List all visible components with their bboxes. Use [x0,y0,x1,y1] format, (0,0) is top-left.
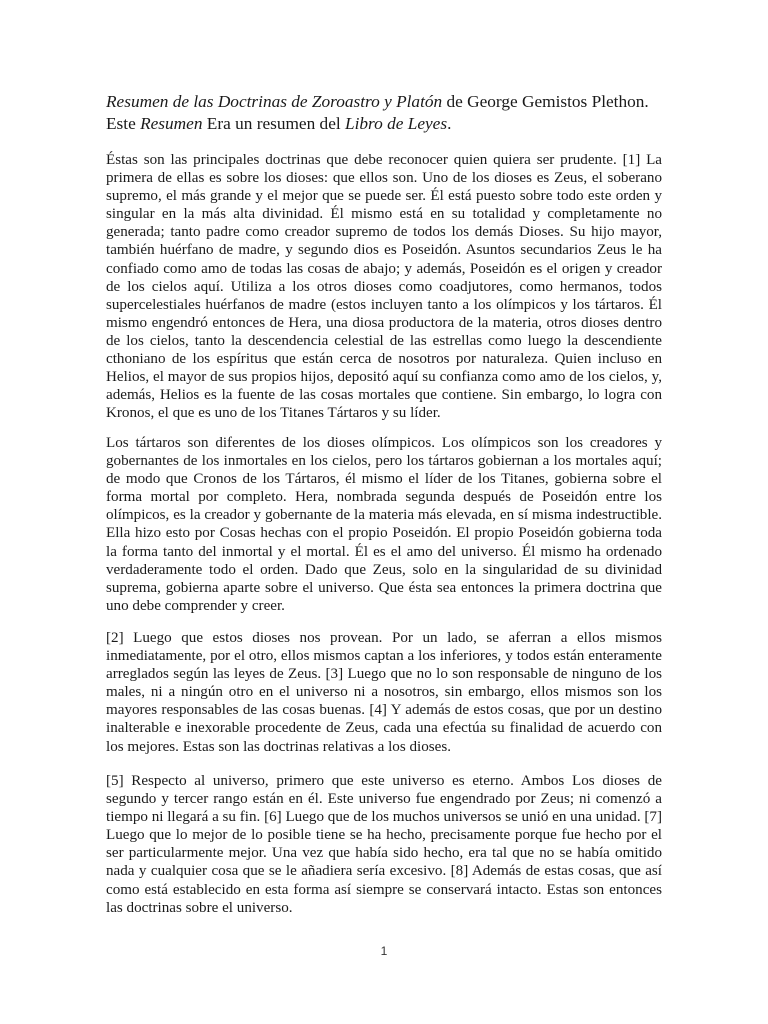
work-title: Resumen de las Doctrinas de Zoroastro y Platón [106,92,443,111]
book-title: Libro de Leyes [345,114,448,133]
paragraph-tartarean-gods: Los tártaros son diferentes de los dioses olímpicos. Los olímpicos son los creadores y gobernantes de los inmortales en los cielos, pero los tártaros gobiernan a los mortales aquí; de modo que Cronos de los Tártaros, él mismo el líder de los Titanes, gobierna sobre el forma mortal por completo. Hera, nombrada segunda después de Poseidón entre los olímpicos, es la creador y gobernante de la materia más elevada, en sí misma indestructible. Ella hizo esto por Cosas hechas con el propio Poseidón. El propio Poseidón gobierna toda la forma tanto del inmortal y el mortal. Él es el amo del universo. Él mismo ha ordenado verdaderamente todo el orden. Dado que Zeus, solo en la singularidad de su divinidad suprema, gobierna aparte sobre el universo. Que ésta sea entonces la primera doctrina que uno debe comprender y creer. [106,435,662,614]
resumen-word: Resumen [140,114,203,133]
title-middle: Era un resumen del [202,114,345,133]
paragraph-providence: [2] Luego que estos dioses nos provean. Por un lado, se aferran a ellos mismos inmediatamente, por el otro, ellos mismos captan a los inferiores, y todos están enteramente arreglados según las leyes de Zeus. [3] Luego que no lo son responsable de ninguno de los males, ni a ningún otro en el universo ni a nosotros, sin embargo, ellos mismos son los mayores responsables de las cosas buenas. [4] Y además de estos cosas, que por un destino inalterable e inexorable procedente de Zeus, cada una efectúa su finalidad de acuerdo con los mejores. Estas son las doctrinas relativas a los dioses. [106,630,662,755]
document-title [106,91,666,135]
paragraph-universe: [5] Respecto al universo, primero que este universo es eterno. Ambos Los dioses de segundo y tercer rango están en él. Este universo fue engendrado por Zeus; ni comenzó a tiempo ni llegará a su fin. [6] Luego que de los muchos universos se unió en una unidad. [7] Luego que lo mejor de lo posible tiene se ha hecho, precisamente porque fue hecho por el ser particularmente mejor. Una vez que había sido hecho, era tal que no se había omitido nada y cualquier cosa que se le añadiera sería excesivo. [8] Además de estas cosas, que así como está establecido en esta forma así siempre se conservará intacto. Estas son entonces las doctrinas sobre el universo. [106,773,662,916]
page-number: 1 [380,944,388,958]
title-connector: de George Gemistos Plethon. Este [106,92,649,133]
title-end: . [447,114,452,133]
paragraph-gods-doctrine: Éstas son las principales doctrinas que debe reconocer quien quiera ser prudente. [1] La primera de ellas es sobre los dioses: que ellos son. Uno de los dioses es Zeus, el soberano supremo, el más grande y el mejor que se puede ser. Él está puesto sobre todo este orden y singular en la más alta divinidad. Él mismo está en su totalidad y completamente no generada; tanto padre como creador supremo de todos los demás Dioses. Su hijo mayor, también huérfano de madre, y segundo dios es Poseidón. Asuntos secundarios Zeus le ha confiado como amo de todas las cosas de abajo; y además, Poseidón es el origen y creador de los cielos aquí. Utiliza a los otros dioses como coadjutores, como hermanos, todos supercelestiales huérfanos de madre (estos incluyen tanto a los olímpicos y los tártaros. Él mismo engendró entonces de Hera, una diosa productora de la materia, otros dioses dentro de los cielos, tanto la descendencia celestial de las estrellas como luego la descendiente cthoniano de los espíritus que están cerca de nosotros por naturaleza. Quien incluso en Helios, el mayor de sus propios hijos, depositó aquí su confianza como amo de los cielos, y, además, Helios es la fuente de las cosas mortales que contiene. Sin embargo, lo logra con Kronos, el que es uno de los Titanes Tártaros y su líder. [106,152,662,422]
